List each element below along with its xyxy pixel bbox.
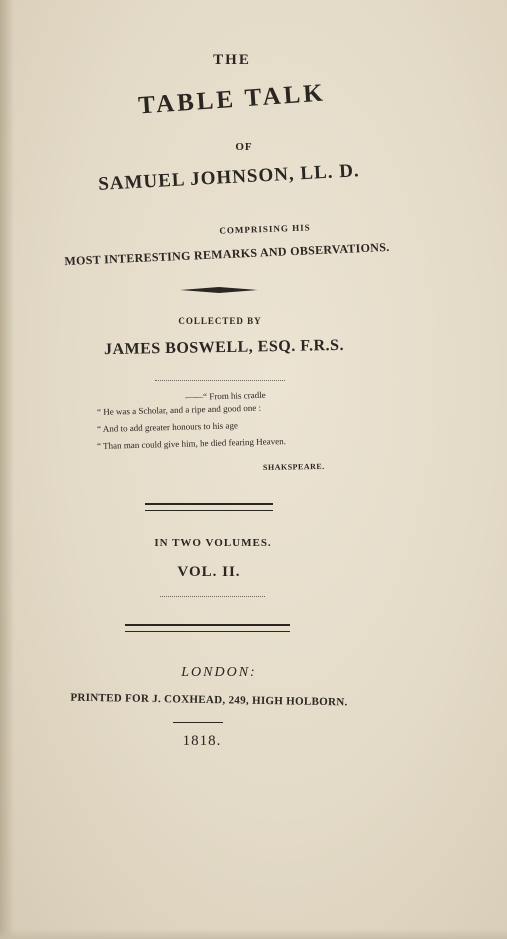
volume-number: VOL. II. [177,564,241,580]
imprint-year: 1818. [182,733,222,749]
book-title: TABLE TALK [137,79,327,120]
imprint-city: LONDON: [181,665,257,680]
epigraph-line: ——“ From his cradle [184,389,266,402]
dotted-rule [160,596,265,597]
dotted-rule [155,380,285,381]
imprint-printer: PRINTED FOR J. COXHEAD, 249, HIGH HOLBORN. [70,691,348,709]
volumes-text: IN TWO VOLUMES. [154,537,272,549]
epigraph-attribution: SHAKSPEARE. [262,461,325,472]
collected-by-text: COLLECTED BY [178,316,262,326]
epigraph-line: “ He was a Scholar, and a ripe and good one : [96,402,262,417]
comprising-text: COMPRISING HIS [219,222,311,236]
subtitle: MOST INTERESTING REMARKS AND OBSERVATIONS. [64,239,390,269]
epigraph-line: “ Than man could give him, he died fearing Heaven. [96,436,287,451]
title-of: OF [235,141,253,153]
double-rule [145,503,273,511]
title-article: THE [213,52,251,68]
short-rule [173,722,223,723]
epigraph-line: “ And to add greater honours to his age [96,420,239,434]
editor-name: JAMES BOSWELL, ESQ. F.R.S. [103,336,345,359]
double-rule [125,624,290,632]
ornament-rule [180,286,258,294]
author-name: SAMUEL JOHNSON, LL. D. [97,160,361,195]
